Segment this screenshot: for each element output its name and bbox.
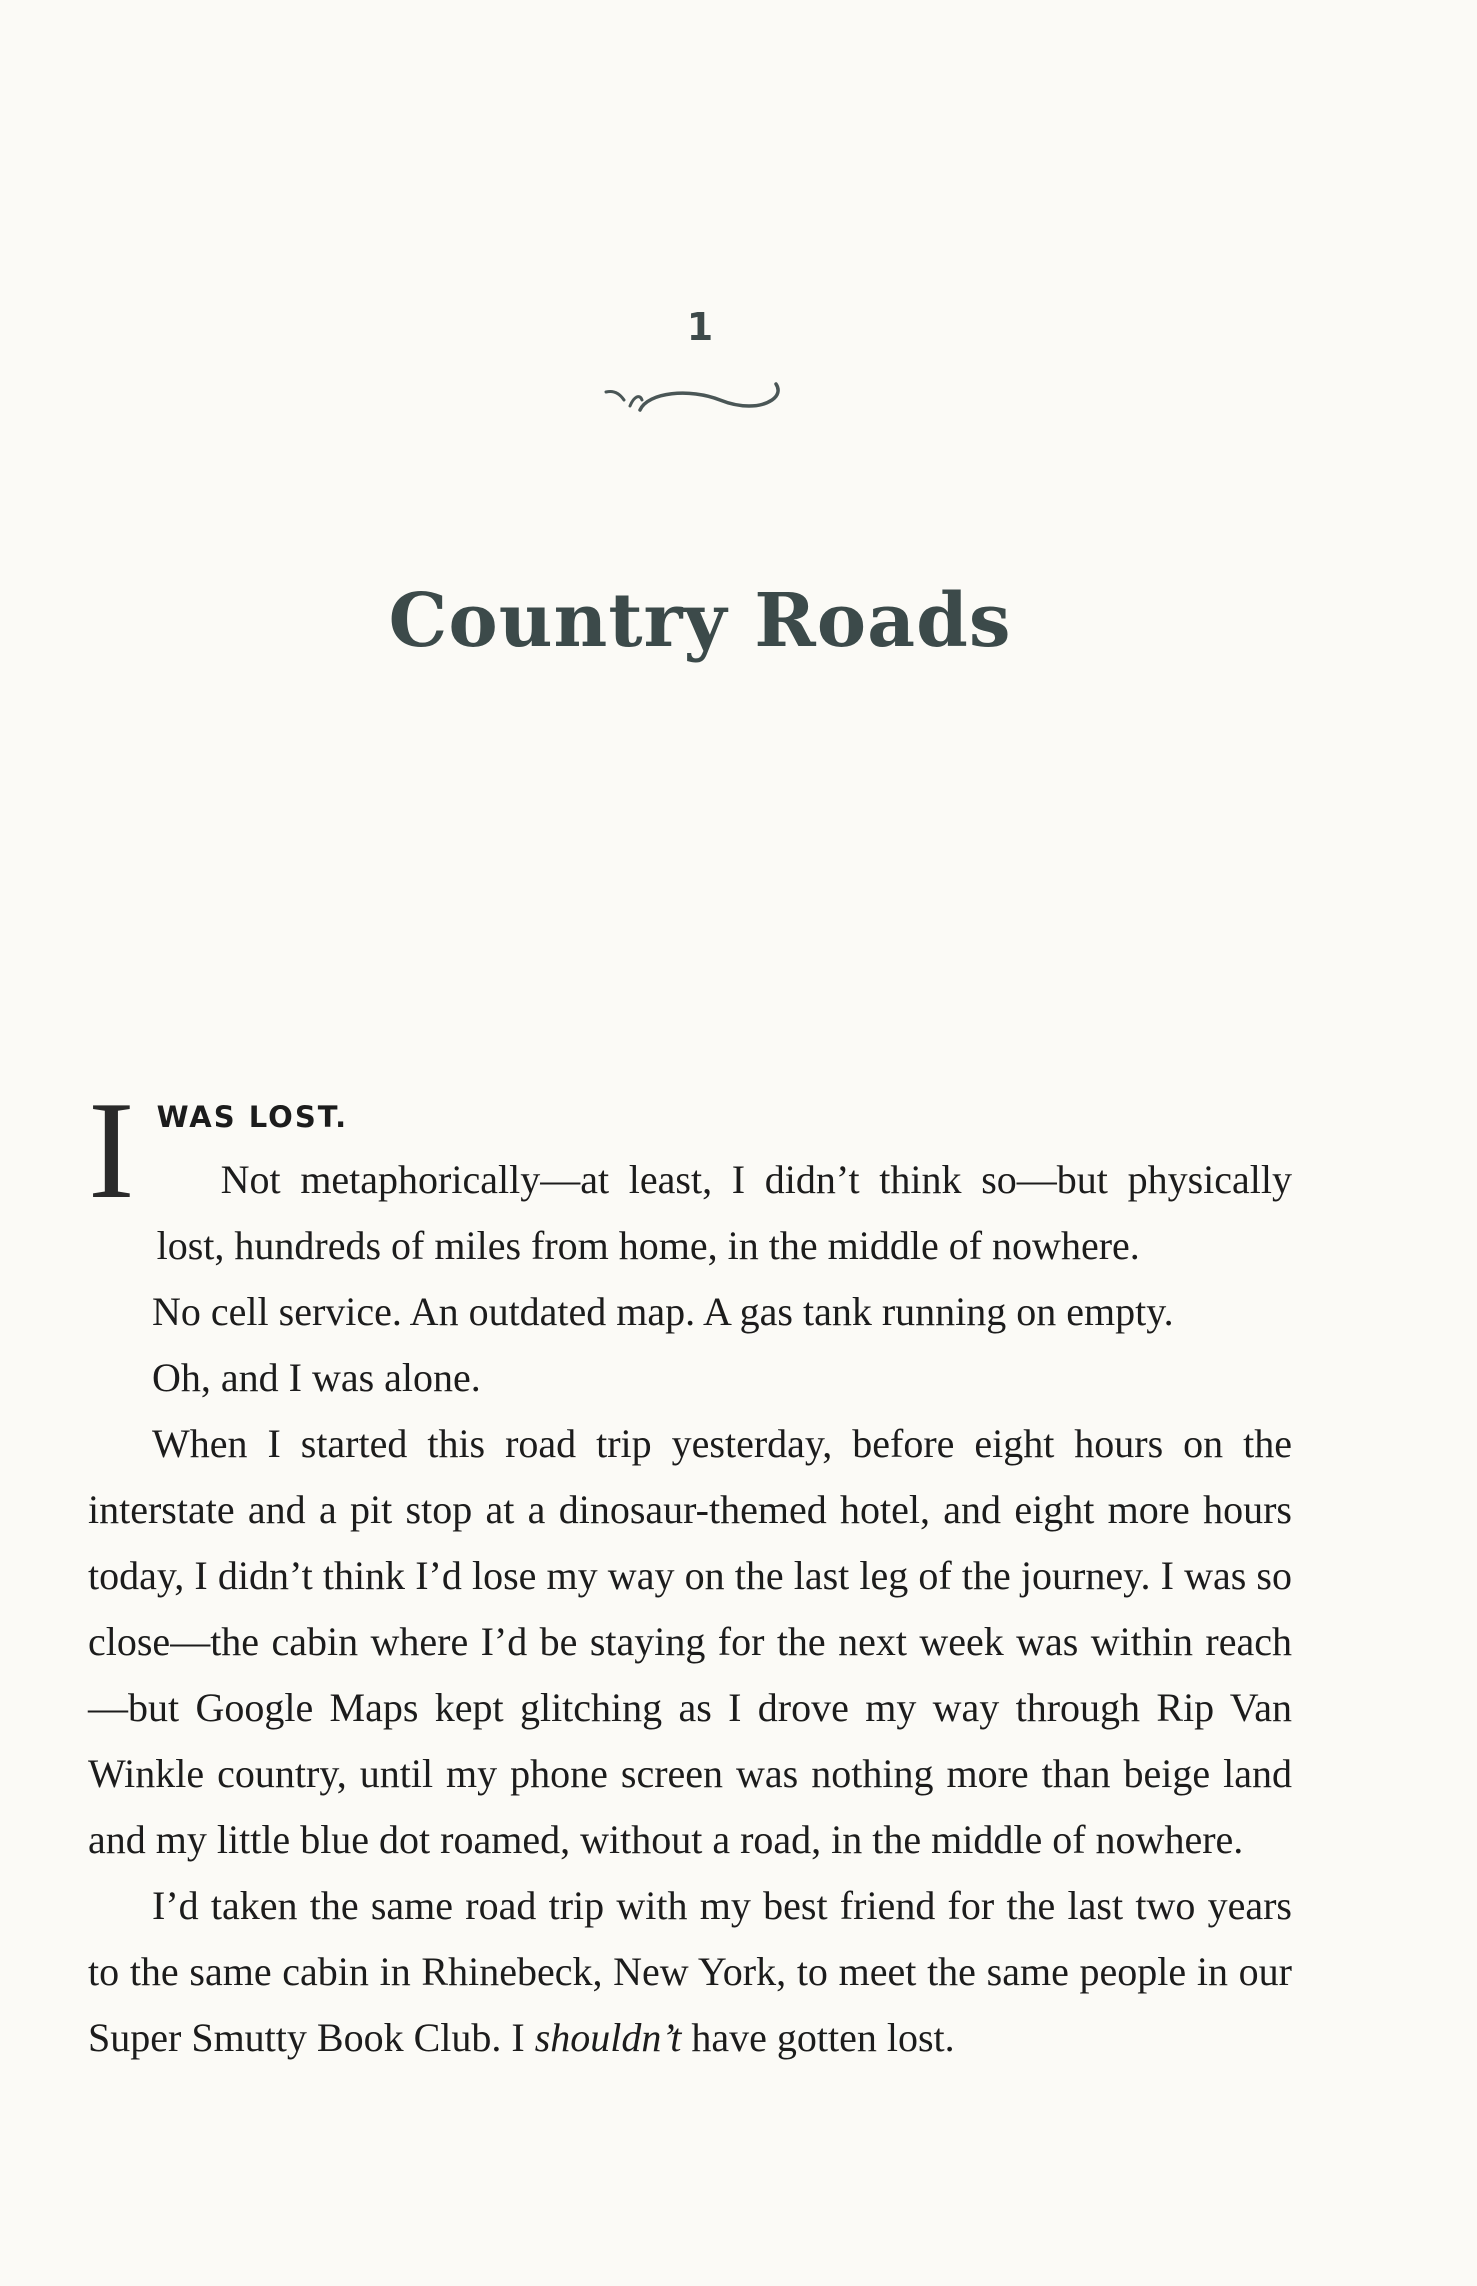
paragraph-5 [88, 1873, 1292, 2071]
paragraph-5-italic: shouldn’t [534, 2015, 682, 2060]
chapter-body [88, 1073, 1292, 2071]
paragraph-4: When I started this road trip yesterday, before eight hours on the interstate and a pit stop at a dinosaur-themed hotel, and eight more hours today, I didn’t think I’d lose my way on the last leg of the journey. I was so close—the cabin where I’d be staying for the next week was within reach—but Google Maps kept glitching as I drove my way through Rip Van Winkle country, until my phone screen was nothing more than beige land and my little blue dot roamed, without a road, in the middle of nowhere. [88, 1421, 1292, 1862]
paragraph-2: No cell service. An outdated map. A gas tank running on empty. [152, 1289, 1174, 1334]
paragraph-5-end: have gotten lost. [681, 2015, 955, 2060]
chapter-number: 1 [686, 305, 714, 349]
chapter-title: Country Roads [388, 578, 1012, 664]
swash-ornament-icon [600, 370, 800, 420]
paragraph-1: Not metaphorically—at least, I didn’t think so—but physically lost, hundreds of miles from home, in the middle of nowhere. [156, 1157, 1292, 1268]
lead-in: WAS LOST. [156, 1100, 349, 1134]
paragraph-3: Oh, and I was alone. [152, 1355, 481, 1400]
drop-cap: I [88, 1073, 135, 1228]
paragraph-5-start: I’d taken the same road trip with my best friend for the last two years to the same cabin in Rhinebeck, New York, to meet the same people in our Super Smutty Book Club. I [88, 1883, 1292, 2060]
